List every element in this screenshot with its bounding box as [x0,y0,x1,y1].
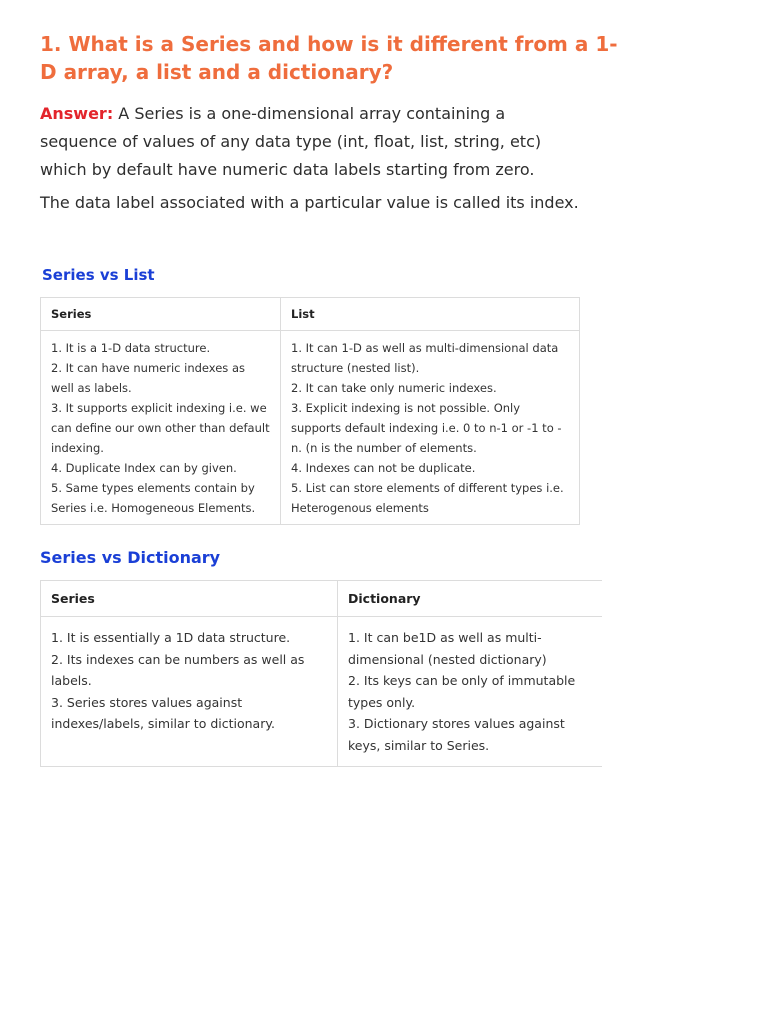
list-item: 4. Indexes can not be duplicate. [291,461,476,475]
table-header-cell: List [281,298,580,331]
list-item: 3. Dictionary stores values against keys, similar to Series. [348,716,565,753]
answer-label: Answer: [40,104,114,123]
question-heading: 1. What is a Series and how is it different from a 1-D array, a list and a dictionary? [40,32,618,84]
table-row [41,617,603,767]
table-header-cell: Dictionary [338,581,603,617]
list-item: 1. It is essentially a 1D data structure. [51,630,291,645]
list-column-cell [281,331,580,525]
list-item: 2. Its indexes can be numbers as well as labels. [51,651,305,688]
list-item: 2. It can take only numeric indexes. [291,381,497,395]
answer-paragraph [40,100,580,184]
list-item: 4. Duplicate Index can by given. [51,461,237,475]
table-header-row [41,581,603,617]
series-vs-dictionary-table [40,580,602,767]
index-paragraph: The data label associated with a particular value is called its index. [40,193,579,212]
table-header-cell: Series [41,298,281,331]
series-column-cell [41,331,281,525]
table-header-row [41,298,580,331]
series-column-cell [41,617,338,767]
list-item: 2. It can have numeric indexes as well as labels. [51,361,245,395]
list-item: 3. Explicit indexing is not possible. Only supports default indexing i.e. 0 to n-1 or -1 to -n. (n is the number of elements. [291,401,562,455]
list-item: 5. Same types elements contain by Series i.e. Homogeneous Elements. [51,481,256,515]
list-item: 1. It can be1D as well as multi-dimensional (nested dictionary) [348,630,547,667]
list-item: 5. List can store elements of different types i.e. Heterogenous elements [291,481,564,515]
list-item: 1. It can 1-D as well as multi-dimensional data structure (nested list). [291,341,559,375]
series-vs-list-heading: Series vs List [42,266,155,284]
series-vs-list-table [40,297,580,525]
answer-text: A Series is a one-dimensional array containing a sequence of values of any data type (int, float, list, string, etc) which by default have numeric data labels starting from zero. [40,104,542,179]
table-row [41,331,580,525]
dictionary-column-cell [338,617,603,767]
list-item: 3. It supports explicit indexing i.e. we can define our own other than default indexing. [51,401,270,455]
series-vs-dictionary-heading: Series vs Dictionary [40,548,221,567]
table-header-cell: Series [41,581,338,617]
list-item: 1. It is a 1-D data structure. [51,341,211,355]
list-item: 3. Series stores values against indexes/labels, similar to dictionary. [51,694,275,731]
list-item: 2. Its keys can be only of immutable types only. [348,673,576,710]
